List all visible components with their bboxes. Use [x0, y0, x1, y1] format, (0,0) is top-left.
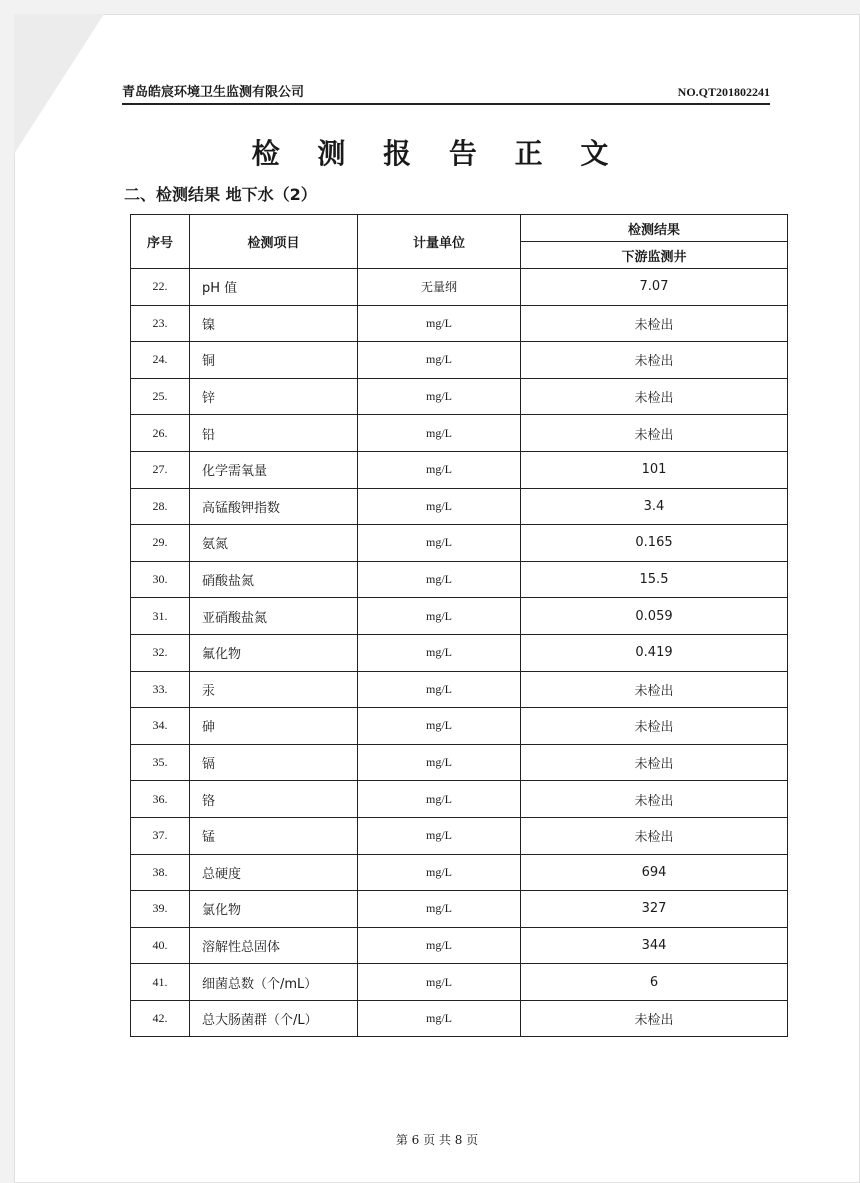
row-value: 0.059	[521, 598, 788, 635]
row-unit: mg/L	[358, 854, 521, 891]
table-row	[131, 781, 788, 818]
row-value: 未检出	[521, 671, 788, 708]
table-row	[131, 817, 788, 854]
row-value: 未检出	[521, 744, 788, 781]
row-index: 23.	[131, 305, 190, 342]
row-index: 32.	[131, 634, 190, 671]
row-item: 汞	[190, 671, 358, 708]
row-unit: mg/L	[358, 708, 521, 745]
row-index: 29.	[131, 525, 190, 562]
row-value: 未检出	[521, 817, 788, 854]
table-row	[131, 927, 788, 964]
row-unit: mg/L	[358, 378, 521, 415]
table-row	[131, 305, 788, 342]
row-item: 细菌总数（个/mL）	[190, 964, 358, 1001]
section-title: 二、检测结果 地下水（2）	[124, 185, 317, 204]
row-item: 锌	[190, 378, 358, 415]
row-index: 31.	[131, 598, 190, 635]
row-value: 未检出	[521, 378, 788, 415]
row-index: 39.	[131, 891, 190, 928]
row-value: 15.5	[521, 561, 788, 598]
row-value: 未检出	[521, 342, 788, 379]
table-row	[131, 598, 788, 635]
report-title: 检 测 报 告 正 文	[251, 137, 623, 170]
row-item: 氟化物	[190, 634, 358, 671]
row-index: 25.	[131, 378, 190, 415]
results-table	[130, 214, 788, 1037]
row-item: 高锰酸钾指数	[190, 488, 358, 525]
row-unit: mg/L	[358, 744, 521, 781]
row-unit: mg/L	[358, 781, 521, 818]
row-item: 铜	[190, 342, 358, 379]
row-value: 694	[521, 854, 788, 891]
table-row	[131, 854, 788, 891]
row-item: 镉	[190, 744, 358, 781]
company-name: 青岛皓宸环境卫生监测有限公司	[122, 85, 305, 100]
row-index: 33.	[131, 671, 190, 708]
row-unit: mg/L	[358, 525, 521, 562]
row-index: 24.	[131, 342, 190, 379]
header-unit: 计量单位	[358, 215, 521, 269]
row-unit: mg/L	[358, 451, 521, 488]
row-index: 40.	[131, 927, 190, 964]
page-footer: 第 6 页 共 8 页	[395, 1133, 479, 1147]
row-value: 未检出	[521, 781, 788, 818]
row-unit: mg/L	[358, 1000, 521, 1037]
row-index: 27.	[131, 451, 190, 488]
row-index: 30.	[131, 561, 190, 598]
header-location: 下游监测井	[521, 242, 788, 269]
row-index: 41.	[131, 964, 190, 1001]
row-value: 未检出	[521, 305, 788, 342]
row-value: 未检出	[521, 415, 788, 452]
row-item: 铬	[190, 781, 358, 818]
row-item: pH 值	[190, 269, 358, 306]
row-unit: mg/L	[358, 598, 521, 635]
row-value: 3.4	[521, 488, 788, 525]
table-row	[131, 415, 788, 452]
row-index: 34.	[131, 708, 190, 745]
row-index: 22.	[131, 269, 190, 306]
row-unit: mg/L	[358, 891, 521, 928]
row-item: 亚硝酸盐氮	[190, 598, 358, 635]
row-unit: mg/L	[358, 488, 521, 525]
row-unit: mg/L	[358, 927, 521, 964]
row-value: 327	[521, 891, 788, 928]
row-item: 溶解性总固体	[190, 927, 358, 964]
row-index: 37.	[131, 817, 190, 854]
row-index: 38.	[131, 854, 190, 891]
header-index: 序号	[131, 215, 190, 269]
row-value: 7.07	[521, 269, 788, 306]
table-row	[131, 1000, 788, 1037]
report-number: NO.QT201802241	[677, 85, 770, 99]
row-value: 0.165	[521, 525, 788, 562]
row-item: 化学需氧量	[190, 451, 358, 488]
table-row	[131, 269, 788, 306]
row-item: 氨氮	[190, 525, 358, 562]
row-unit: mg/L	[358, 305, 521, 342]
row-unit: mg/L	[358, 634, 521, 671]
row-value: 未检出	[521, 1000, 788, 1037]
row-index: 42.	[131, 1000, 190, 1037]
row-value: 6	[521, 964, 788, 1001]
row-unit: mg/L	[358, 671, 521, 708]
row-unit: mg/L	[358, 964, 521, 1001]
table-row	[131, 671, 788, 708]
row-unit: mg/L	[358, 415, 521, 452]
page-header	[122, 79, 770, 105]
table-row	[131, 891, 788, 928]
header-item: 检测项目	[190, 215, 358, 269]
row-unit: mg/L	[358, 817, 521, 854]
row-value: 101	[521, 451, 788, 488]
row-unit: mg/L	[358, 561, 521, 598]
row-item: 铅	[190, 415, 358, 452]
row-index: 35.	[131, 744, 190, 781]
row-unit: 无量纲	[358, 269, 521, 306]
row-index: 28.	[131, 488, 190, 525]
row-value: 0.419	[521, 634, 788, 671]
row-value: 未检出	[521, 708, 788, 745]
row-item: 镍	[190, 305, 358, 342]
row-item: 总大肠菌群（个/L）	[190, 1000, 358, 1037]
row-value: 344	[521, 927, 788, 964]
row-unit: mg/L	[358, 342, 521, 379]
table-row	[131, 488, 788, 525]
row-index: 26.	[131, 415, 190, 452]
table-row	[131, 378, 788, 415]
table-row	[131, 964, 788, 1001]
document-page	[14, 14, 860, 1183]
table-row	[131, 342, 788, 379]
table-row	[131, 744, 788, 781]
row-index: 36.	[131, 781, 190, 818]
table-row	[131, 451, 788, 488]
table-row	[131, 525, 788, 562]
row-item: 锰	[190, 817, 358, 854]
row-item: 砷	[190, 708, 358, 745]
row-item: 氯化物	[190, 891, 358, 928]
row-item: 硝酸盐氮	[190, 561, 358, 598]
table-row	[131, 708, 788, 745]
header-result: 检测结果	[521, 215, 788, 242]
results-rows	[131, 269, 788, 1037]
row-item: 总硬度	[190, 854, 358, 891]
table-row	[131, 634, 788, 671]
table-row	[131, 561, 788, 598]
